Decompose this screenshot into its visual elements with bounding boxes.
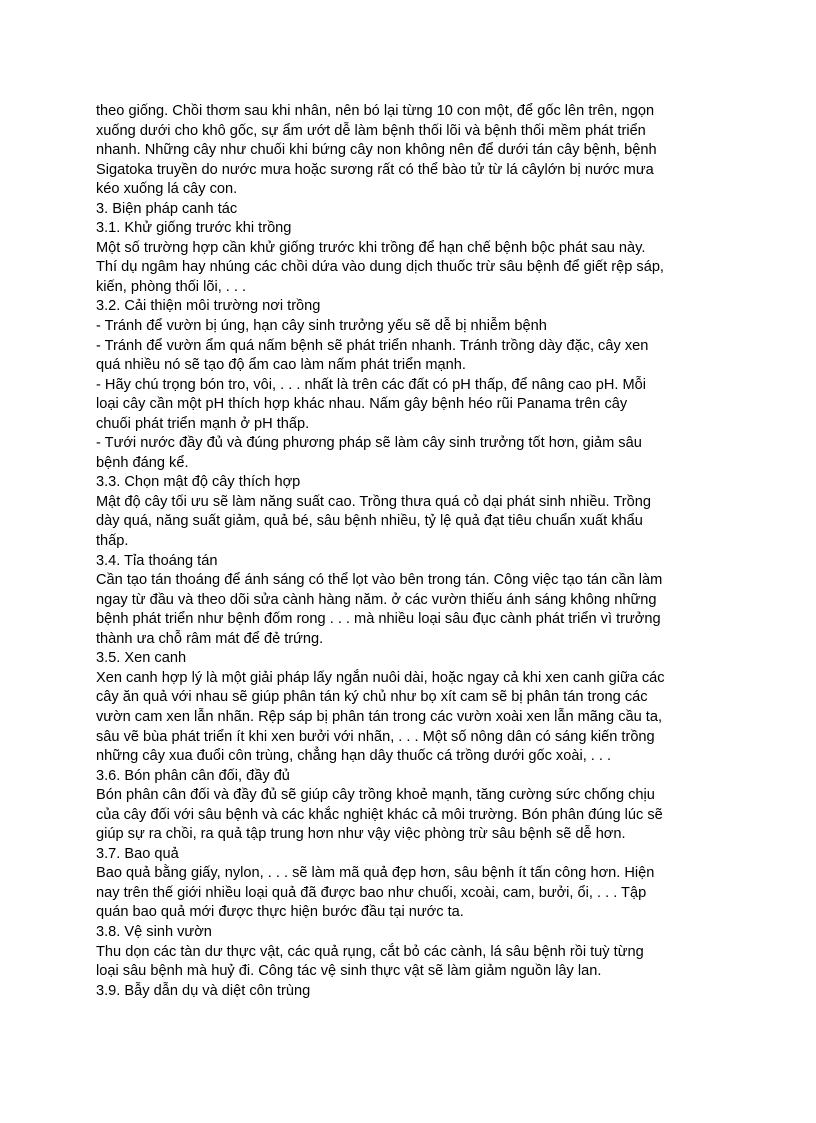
text-line: Thí dụ ngâm hay nhúng các chồi dứa vào dung dịch thuốc trừ sâu bệnh để giết rệp sáp, bbox=[96, 259, 664, 276]
text-line: Bao quả bằng giấy, nylon, . . . sẽ làm mã quả đẹp hơn, sâu bệnh ít tấn công hơn. Hiện bbox=[96, 865, 655, 882]
text-line: thấp. bbox=[96, 533, 129, 550]
text-line: của cây đối với sâu bệnh và các khắc nghiệt khác cả môi trường. Bón phân đúng lúc sẽ bbox=[96, 806, 663, 823]
subsection-heading: 3.3. Chọn mật độ cây thích hợp bbox=[96, 474, 301, 491]
subsection-heading: 3.4. Tỉa thoáng tán bbox=[96, 552, 218, 569]
text-line: loại sâu bệnh mà huỷ đi. Công tác vệ sinh thực vật sẽ làm giảm nguồn lây lan. bbox=[96, 963, 602, 980]
text-line: thành ưa chỗ râm mát để đẻ trứng. bbox=[96, 630, 324, 647]
text-line: Mật độ cây tối ưu sẽ làm năng suất cao. Trồng thưa quá cỏ dại phát sinh nhiều. Trồng bbox=[96, 493, 651, 510]
text-line: những cây xua đuổi côn trùng, chẳng hạn dây thuốc cá trồng dưới gốc xoài, . . . bbox=[96, 748, 612, 765]
text-line: - Tránh để vườn bị úng, hạn cây sinh trưởng yếu sẽ dễ bị nhiễm bệnh bbox=[96, 318, 547, 335]
text-line: quán bao quả mới được thực hiện bước đầu tại nước ta. bbox=[96, 904, 464, 921]
subsection-heading: 3.1. Khử giống trước khi trồng bbox=[96, 220, 292, 237]
text-line: Cần tạo tán thoáng để ánh sáng có thể lọt vào bên trong tán. Công việc tạo tán cần làm bbox=[96, 572, 663, 589]
text-line: nhanh. Những cây như chuối khi bứng cây non không nên để dưới tán cây bệnh, bệnh bbox=[96, 142, 657, 159]
subsection-heading: 3.7. Bao quả bbox=[96, 845, 179, 862]
text-line: Một số trường hợp cần khử giống trước khi trồng để hạn chế bệnh bộc phát sau này. bbox=[96, 239, 646, 256]
text-line: chuối phát triển mạnh ở pH thấp. bbox=[96, 415, 310, 432]
text-line: kiến, phòng thối lõi, . . . bbox=[96, 278, 247, 295]
subsection-heading: 3.5. Xen canh bbox=[96, 650, 187, 667]
text-line: bệnh đáng kể. bbox=[96, 454, 189, 471]
text-line: Xen canh hợp lý là một giải pháp lấy ngắn nuôi dài, hoặc ngay cả khi xen canh giữa các bbox=[96, 669, 665, 686]
text-line: Sigatoka truyền do nước mưa hoặc sương rất có thể bào tử từ lá câylớn bị nước mưa bbox=[96, 161, 654, 178]
section-heading: 3. Biện pháp canh tác bbox=[96, 200, 238, 217]
text-line: Thu dọn các tàn dư thực vật, các quả rụng, cắt bỏ các cành, lá sâu bệnh rồi tuỳ từng bbox=[96, 943, 644, 960]
text-line: - Hãy chú trọng bón tro, vôi, . . . nhất là trên các đất có pH thấp, để nâng cao pH. Mỗi bbox=[96, 376, 647, 393]
subsection-heading: 3.6. Bón phân cân đối, đầy đủ bbox=[96, 767, 290, 784]
text-line: theo giống. Chồi thơm sau khi nhân, nên bó lại từng 10 con một, để gốc lên trên, ngọn bbox=[96, 103, 655, 119]
text-line: giúp sự ra chồi, ra quả tập trung hơn như vậy việc phòng trừ sâu bệnh sẽ dễ hơn. bbox=[96, 826, 626, 843]
text-line: - Tránh để vườn ẩm quá nấm bệnh sẽ phát triển nhanh. Tránh trồng dày đặc, cây xen bbox=[96, 337, 649, 354]
text-line: sâu vẽ bùa phát triển ít khi xen bưởi với nhãn, . . . Một số nông dân có sáng kiến trồng bbox=[96, 728, 655, 745]
document-page bbox=[96, 102, 726, 1001]
text-line: cây ăn quả với nhau sẽ giúp phân tán ký chủ như bọ xít cam sẽ bị phân tán trong các bbox=[96, 689, 648, 706]
text-line: nay trên thế giới nhiều loại quả đã được bao như chuối, xcoài, cam, bưởi, ổi, . . . Tập bbox=[96, 884, 647, 901]
text-line: ngay từ đầu và theo dõi sửa cành hàng năm. ở các vườn thiếu ánh sáng không những bbox=[96, 591, 657, 608]
text-line: bệnh phát triển như bệnh đốm rong . . . mà nhiều loại sâu đục cành phát triển vì trưởng bbox=[96, 611, 661, 628]
subsection-heading: 3.2. Cải thiện môi trường nơi trồng bbox=[96, 298, 321, 315]
text-line: kéo xuống lá cây con. bbox=[96, 181, 238, 198]
text-line: - Tưới nước đầy đủ và đúng phương pháp sẽ làm cây sinh trưởng tốt hơn, giảm sâu bbox=[96, 435, 642, 452]
text-line: quá nhiều nó sẽ tạo độ ẩm cao làm nấm phát triển mạnh. bbox=[96, 357, 466, 374]
text-line: Bón phân cân đối và đầy đủ sẽ giúp cây trồng khoẻ mạnh, tăng cường sức chống chịu bbox=[96, 787, 655, 804]
subsection-heading: 3.9. Bẫy dẫn dụ và diệt côn trùng bbox=[96, 982, 311, 999]
text-line: xuống dưới cho khô gốc, sự ẩm ướt dễ làm bệnh thối lõi và bệnh thối mềm phát triển bbox=[96, 122, 646, 139]
text-line: vườn cam xen lẫn nhãn. Rệp sáp bị phân tán trong các vườn xoài xen lẫn mãng cầu ta, bbox=[96, 708, 663, 725]
text-line: dày quá, năng suất giảm, quả bé, sâu bệnh nhiều, tỷ lệ quả đạt tiêu chuẩn xuất khẩu bbox=[96, 513, 643, 530]
text-line: loại cây cần một pH thích hợp khác nhau. Nấm gây bệnh héo rũi Panama trên cây bbox=[96, 396, 628, 413]
subsection-heading: 3.8. Vệ sinh vườn bbox=[96, 923, 212, 940]
